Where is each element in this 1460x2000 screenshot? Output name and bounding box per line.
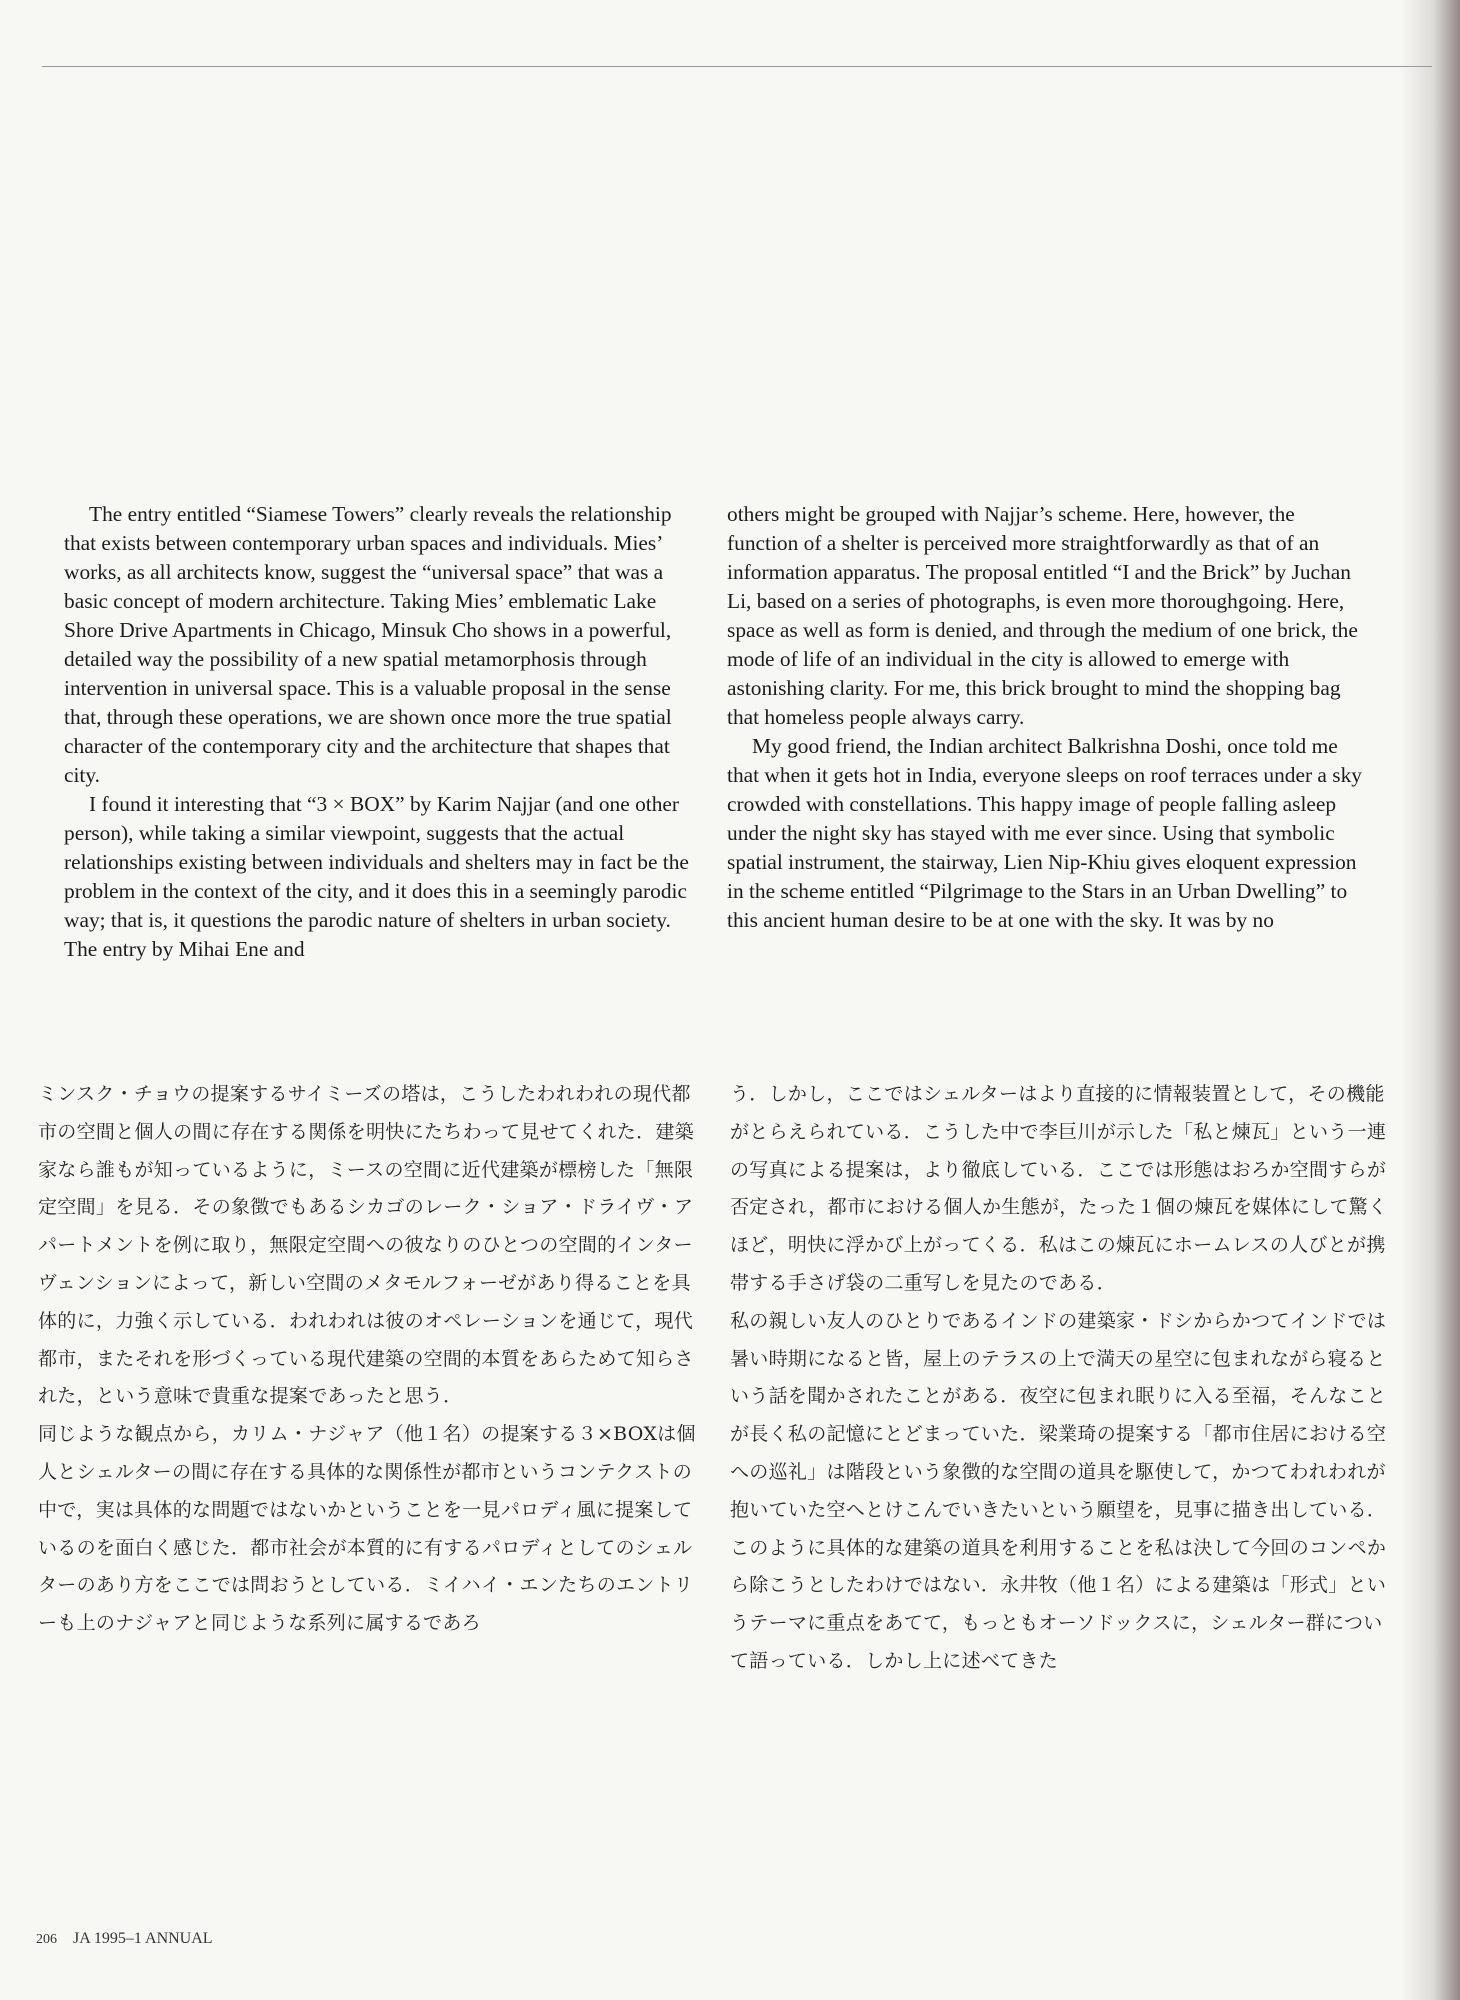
japanese-column-left bbox=[38, 1076, 708, 1643]
english-paragraph: others might be grouped with Najjar’s scheme. Here, however, the function of a shelter is perceived more straightforwardly as that of an information apparatus. The proposal entitled “I and the Brick” by Juchan Li, based on a series of photographs, is even more thoroughgoing. Here, space as well as form is denied, and through the medium of one brick, the mode of life of an individual in the city is allowed to emerge with astonishing clarity. For me, this brick brought to mind the shopping bag that homeless people always carry. bbox=[727, 502, 1358, 729]
publication-name: JA 1995–1 ANNUAL bbox=[73, 1930, 213, 1947]
english-paragraph: My good friend, the Indian architect Balkrishna Doshi, once told me that when it gets hot in India, everyone sleeps on roof terraces under a sky crowded with constellations. This happy image of people falling asleep under the night sky has stayed with me ever since. Using that symbolic spatial instrument, the stairway, Lien Nip-Khiu gives eloquent expression in the scheme entitled “Pilgrimage to the Stars in an Urban Dwelling” to this ancient human desire to be at one with the sky. It was by no bbox=[727, 734, 1362, 932]
japanese-paragraph: 私の親しい友人のひとりであるインドの建築家・ドシからかつてインドでは暑い時期になると皆，屋上のテラスの上で満天の星空に包まれながら寝るという話を聞かされたことがある．夜空に包まれ眠りに入る至福，そんなことが長く私の記憶にとどまっていた．梁業琦の提案する「都市住居における空への巡礼」は階段という象徴的な空間の道具を駆使して，かつてわれわれが抱いていた空へとけこんでいきたいという願望を，見事に描き出している．このように具体的な建築の道具を利用することを私は決して今回のコンペから除こうとしたわけではない．永井牧（他１名）による建築は「形式」というテーマに重点をあてて，もっともオーソドックスに，シェルター群について語っている．しかし上に述べてきた bbox=[730, 1309, 1387, 1672]
english-paragraph: I found it interesting that “3 × BOX” by Karim Najjar (and one other person), while taking a similar viewpoint, suggests that the actual relationships existing between individuals and shelters may in fact be the problem in the context of the city, and it does this in a seemingly parodic way; that is, it questions the parodic nature of shelters in urban society. The entry by Mihai Ene and bbox=[64, 792, 689, 961]
english-paragraph: The entry entitled “Siamese Towers” clearly reveals the relationship that exists between contemporary urban spaces and individuals. Mies’ works, as all architects know, suggest the “universal space” that was a basic concept of modern architecture. Taking Mies’ emblematic Lake Shore Drive Apartments in Chicago, Minsuk Cho shows in a powerful, detailed way the possibility of a new spatial metamorphosis through intervention in universal space. This is a valuable proposal in the sense that, through these operations, we are shown once more the true spatial character of the contemporary city and the architecture that shapes that city. bbox=[64, 502, 672, 787]
japanese-column-right bbox=[730, 1076, 1400, 1681]
japanese-paragraph: 同じような観点から，カリム・ナジャア（他１名）の提案する３×BOXは個人とシェルターの間に存在する具体的な関係性が都市というコンテクストの中で，実は具体的な問題ではないかということを一見パロディ風に提案しているのを面白く感じた．都市社会が本質的に有するパロディとしてのシェルターのあり方をここでは問おうとしている．ミイハイ・エンたちのエントリーも上のナジャアと同じような系列に属するであろ bbox=[38, 1423, 696, 1635]
page-footer bbox=[36, 1930, 213, 1948]
top-rule bbox=[42, 66, 1432, 67]
page-binding-shadow bbox=[1400, 0, 1460, 2000]
english-column-left bbox=[64, 500, 704, 964]
english-column-right bbox=[727, 500, 1367, 935]
japanese-paragraph: う．しかし，ここではシェルターはより直接的に情報装置として，その機能がとらえられている．こうした中で李巨川が示した「私と煉瓦」という一連の写真による提案は，より徹底している．ここでは形態はおろか空間すらが否定され，都市における個人か生態が，たった１個の煉瓦を媒体にして驚くほど，明快に浮かび上がってくる．私はこの煉瓦にホームレスの人びとが携帯する手さげ袋の二重写しを見たのである． bbox=[730, 1083, 1388, 1294]
page-number: 206 bbox=[36, 1932, 57, 1947]
japanese-paragraph: ミンスク・チョウの提案するサイミーズの塔は，こうしたわれわれの現代都市の空間と個人の間に存在する関係を明快にたちわって見せてくれた．建築家なら誰もが知っているように，ミースの空間に近代建築が標榜した「無限定空間」を見る．その象徴でもあるシカゴのレーク・ショア・ドライヴ・アパートメントを例に取り，無限定空間への彼なりのひとつの空間的インターヴェンションによって，新しい空間のメタモルフォーゼがあり得ることを具体的に，力強く示している．われわれは彼のオペレーションを通じて，現代都市，またそれを形づくっている現代建築の空間的本質をあらためて知らされた，という意味で貴重な提案であったと思う． bbox=[38, 1083, 695, 1408]
